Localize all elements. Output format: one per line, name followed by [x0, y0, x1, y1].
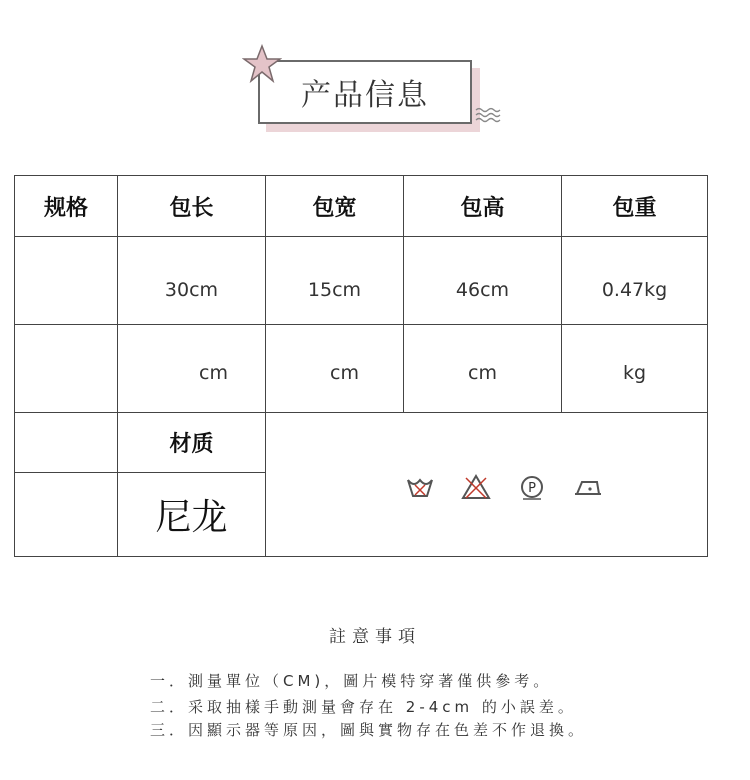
header-weight: 包重: [612, 195, 657, 221]
notes-title: 註意事項: [329, 627, 421, 647]
header-height: 包高: [460, 195, 505, 221]
no-bleach-icon: [461, 472, 491, 502]
material-label: 材质: [169, 432, 214, 457]
iron-low-icon: [573, 472, 603, 502]
svg-text:P: P: [528, 481, 536, 496]
care-icons: [405, 472, 603, 502]
hand-wash-icon: [405, 472, 435, 502]
row2-weight: kg: [622, 361, 647, 384]
star-icon: [242, 44, 282, 84]
header-width: 包宽: [312, 195, 357, 221]
header-length: 包长: [169, 195, 214, 221]
page-title: 产品信息: [301, 78, 429, 113]
row2-width: cm: [330, 361, 359, 384]
note-item: 三．因顯示器等原因，圖與實物存在色差不作退換。: [150, 721, 588, 739]
note-item: 一．測量單位（CM)，圖片模特穿著僅供參考。: [150, 672, 553, 690]
row1-height: 46cm: [455, 278, 510, 301]
row1-spec: [15, 237, 117, 324]
dry-clean-p-icon: [517, 472, 547, 502]
row2-height: cm: [468, 361, 497, 384]
row2-spec: [15, 325, 117, 412]
title-banner: [240, 40, 510, 150]
note-item: 二．采取抽樣手動測量會存在 2-4cm 的小誤差。: [150, 698, 577, 716]
wave-icon: [474, 104, 504, 124]
spec-table: [14, 175, 708, 557]
row1-width: 15cm: [307, 278, 362, 301]
material-value: 尼龙: [155, 497, 228, 538]
row1-weight: 0.47kg: [601, 278, 668, 301]
header-spec: 规格: [43, 195, 88, 221]
row1-length: 30cm: [164, 278, 219, 301]
row2-length: cm: [199, 361, 228, 384]
